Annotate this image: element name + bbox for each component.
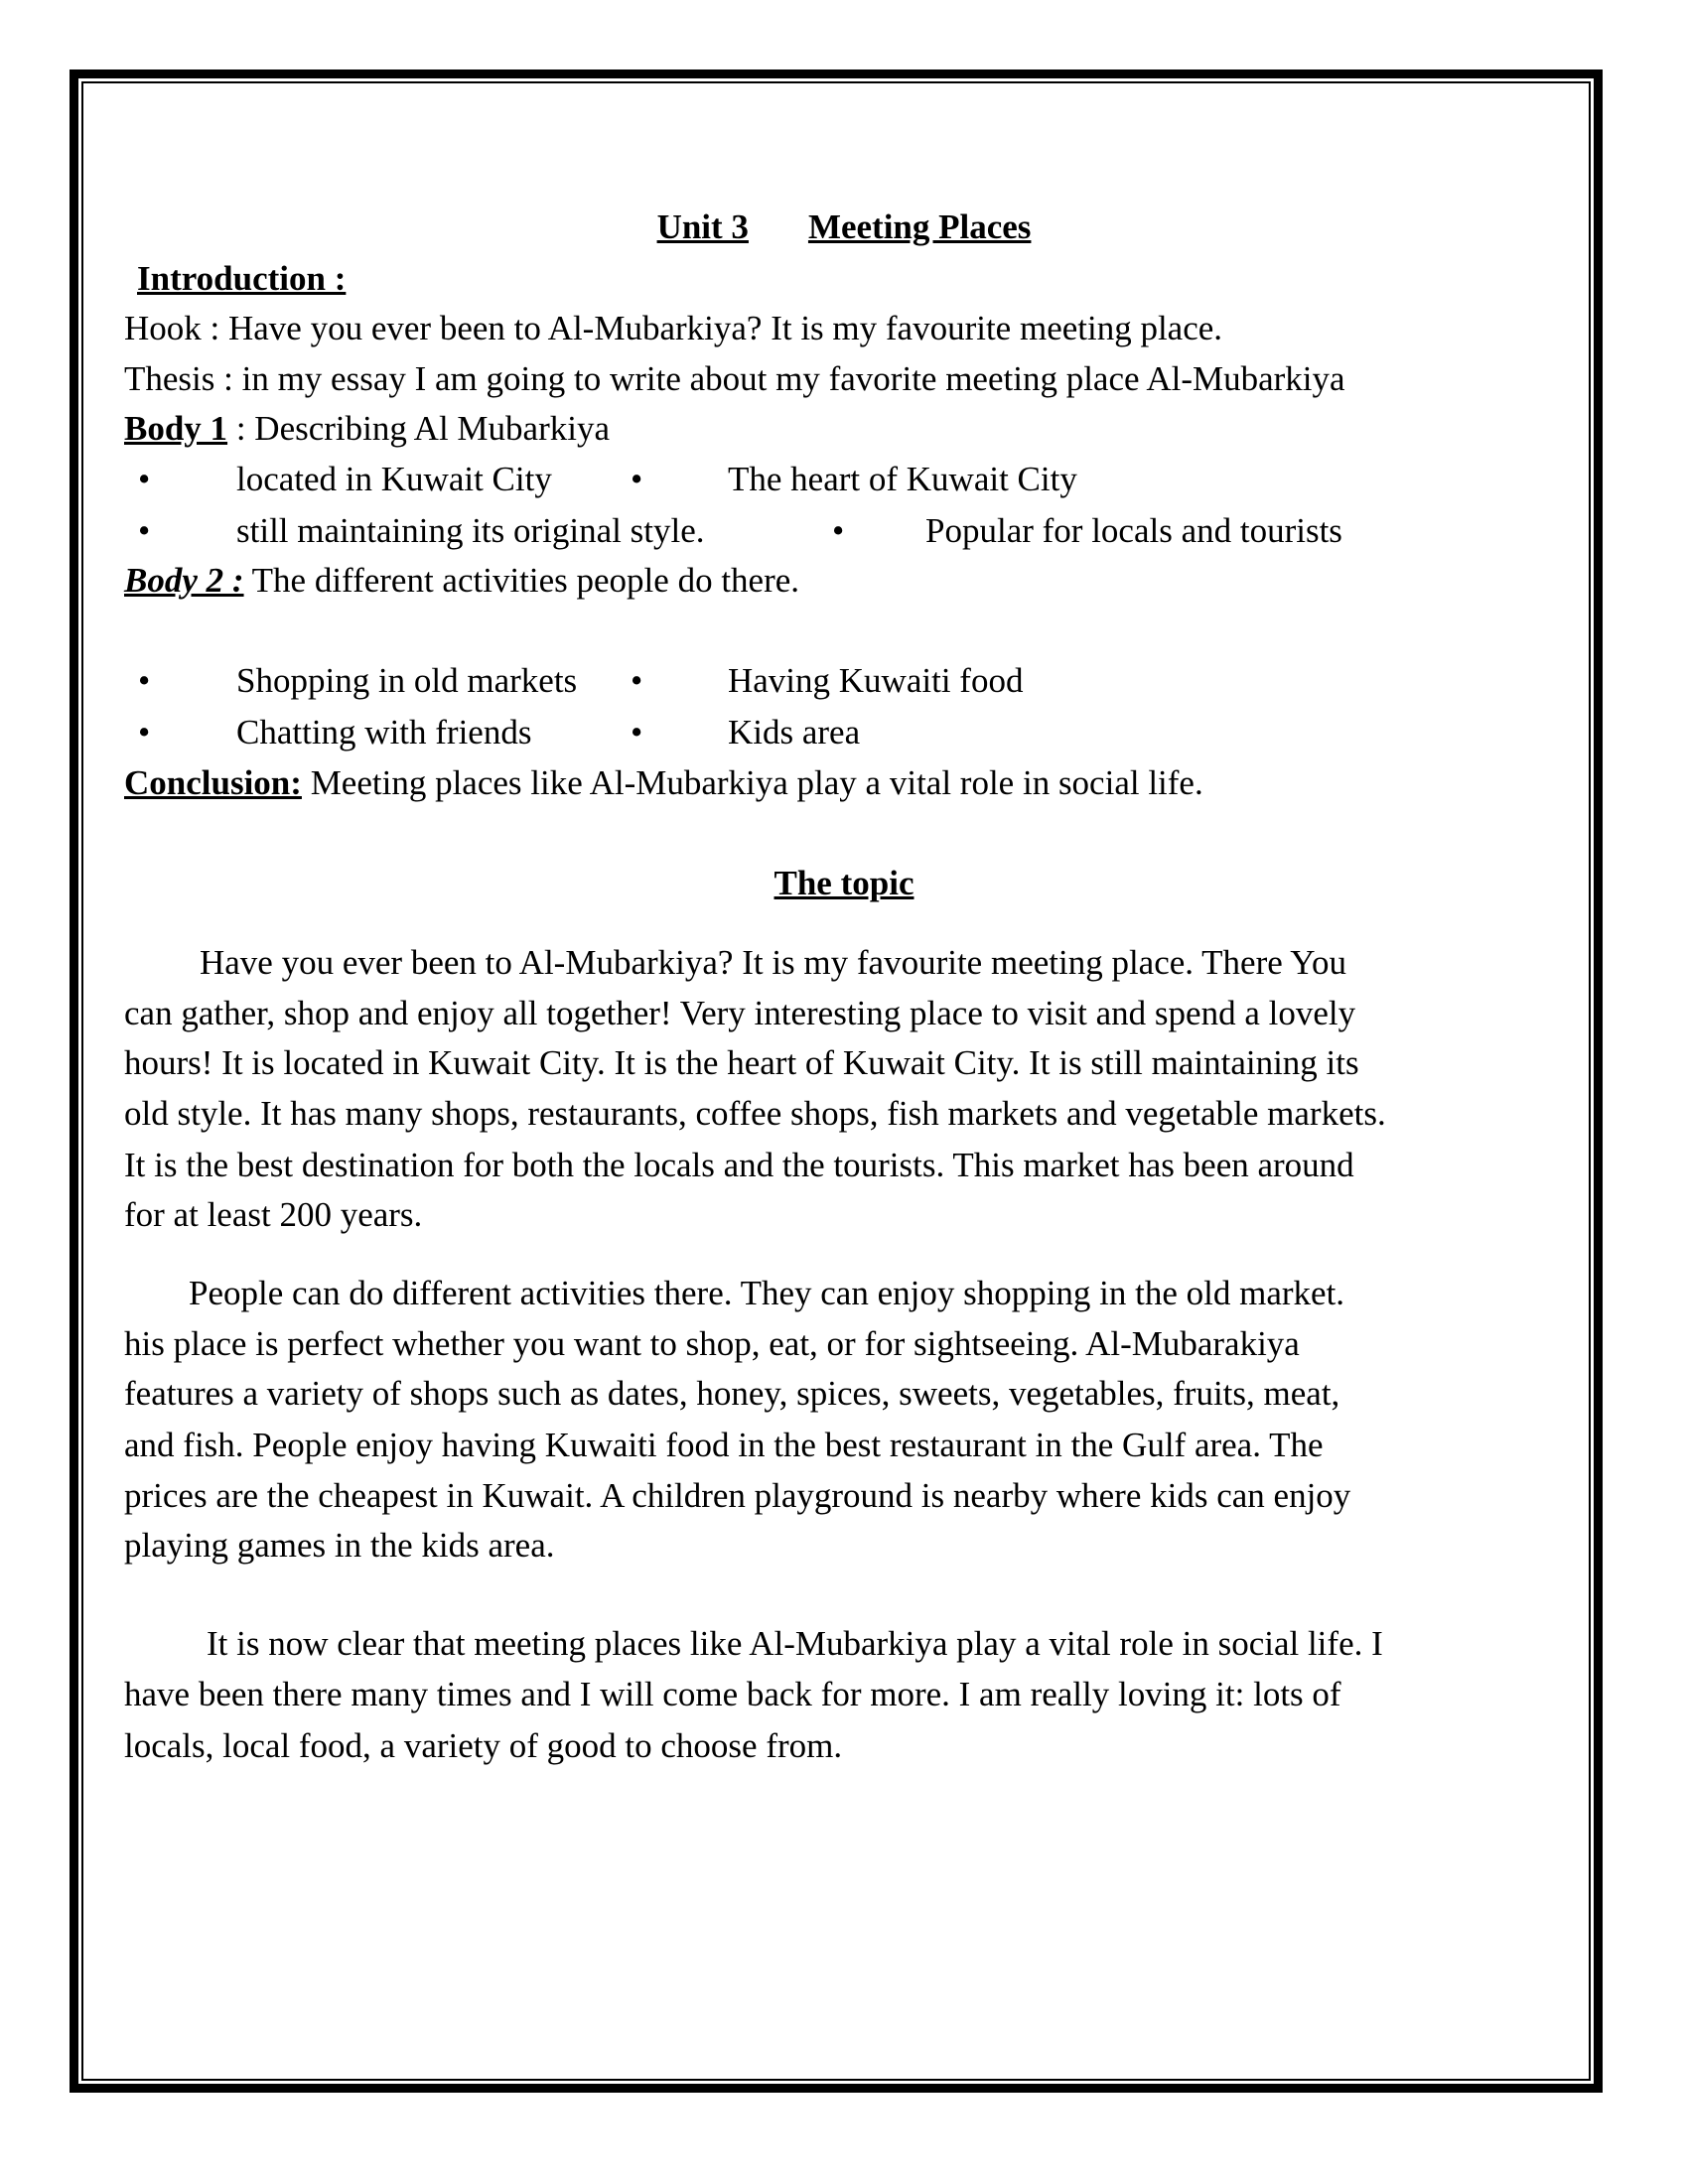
paragraph-line: It is the best destination for both the locals and the tourists. This market has been around <box>124 1146 1354 1184</box>
paragraph-line: prices are the cheapest in Kuwait. A children playground is nearby where kids can enjoy <box>124 1476 1351 1515</box>
thesis-line: Thesis : in my essay I am going to write about my favorite meeting place Al-Mubarkiya <box>124 359 1345 398</box>
paragraph-line: playing games in the kids area. <box>124 1526 555 1565</box>
bullet-icon: • <box>832 511 845 550</box>
page-title <box>0 203 1688 252</box>
body1-heading: Body 1 <box>124 409 228 448</box>
title-name: Meeting Places <box>807 207 1032 246</box>
paragraph-line: People can do different activities there. They can enjoy shopping in the old market. <box>189 1274 1345 1312</box>
bullet-icon: • <box>631 460 643 498</box>
paragraph-line: old style. It has many shops, restaurants, coffee shops, fish markets and vegetable markets. <box>124 1094 1386 1133</box>
body1-text: : Describing Al Mubarkiya <box>227 409 610 448</box>
body1-bullet: located in Kuwait City <box>236 460 552 498</box>
bullet-icon: • <box>138 460 151 498</box>
body1-bullet: Popular for locals and tourists <box>925 511 1342 550</box>
body1-bullet: still maintaining its original style. <box>236 511 705 550</box>
paragraph-line: his place is perfect whether you want to shop, eat, or for sightseeing. Al-Mubarakiya <box>124 1324 1300 1363</box>
paragraph-line: features a variety of shops such as dates, honey, spices, sweets, vegetables, fruits, meat, <box>124 1374 1340 1413</box>
topic-heading-text: The topic <box>774 864 914 902</box>
topic-heading <box>0 859 1688 908</box>
conclusion-text: Meeting places like Al-Mubarkiya play a vital role in social life. <box>301 763 1203 802</box>
bullet-icon: • <box>138 661 151 700</box>
body2-bullet: Shopping in old markets <box>236 661 578 700</box>
paragraph-line: have been there many times and I will come back for more. I am really loving it: lots of <box>124 1675 1341 1713</box>
body2-bullet: Chatting with friends <box>236 713 532 751</box>
paragraph-line: Have you ever been to Al-Mubarkiya? It is my favourite meeting place. There You <box>200 943 1346 982</box>
body2-line <box>124 556 799 606</box>
hook-line: Hook : Have you ever been to Al-Mubarkiya? It is my favourite meeting place. <box>124 309 1223 347</box>
body2-heading: Body 2 : <box>124 561 244 600</box>
conclusion-heading: Conclusion: <box>124 763 302 802</box>
paragraph-line: locals, local food, a variety of good to choose from. <box>124 1726 843 1765</box>
body1-line <box>124 404 610 454</box>
bullet-icon: • <box>138 713 151 751</box>
bullet-icon: • <box>138 511 151 550</box>
paragraph-line: can gather, shop and enjoy all together! Very interesting place to visit and spend a lovely <box>124 994 1356 1032</box>
title-unit: Unit 3 <box>656 207 749 246</box>
paragraph-line: and fish. People enjoy having Kuwaiti food in the best restaurant in the Gulf area. The <box>124 1426 1324 1464</box>
body2-bullet: Having Kuwaiti food <box>728 661 1024 700</box>
bullet-icon: • <box>631 713 643 751</box>
paragraph-line: It is now clear that meeting places like Al-Mubarkiya play a vital role in social life. I <box>207 1624 1383 1663</box>
introduction-heading: Introduction : <box>137 259 347 298</box>
paragraph-line: for at least 200 years. <box>124 1195 423 1234</box>
paragraph-line: hours! It is located in Kuwait City. It is the heart of Kuwait City. It is still maintaining its <box>124 1043 1359 1082</box>
body2-bullet: Kids area <box>728 713 861 751</box>
bullet-icon: • <box>631 661 643 700</box>
conclusion-line <box>124 758 1203 808</box>
body1-bullet: The heart of Kuwait City <box>728 460 1077 498</box>
body2-text: The different activities people do there. <box>243 561 800 600</box>
